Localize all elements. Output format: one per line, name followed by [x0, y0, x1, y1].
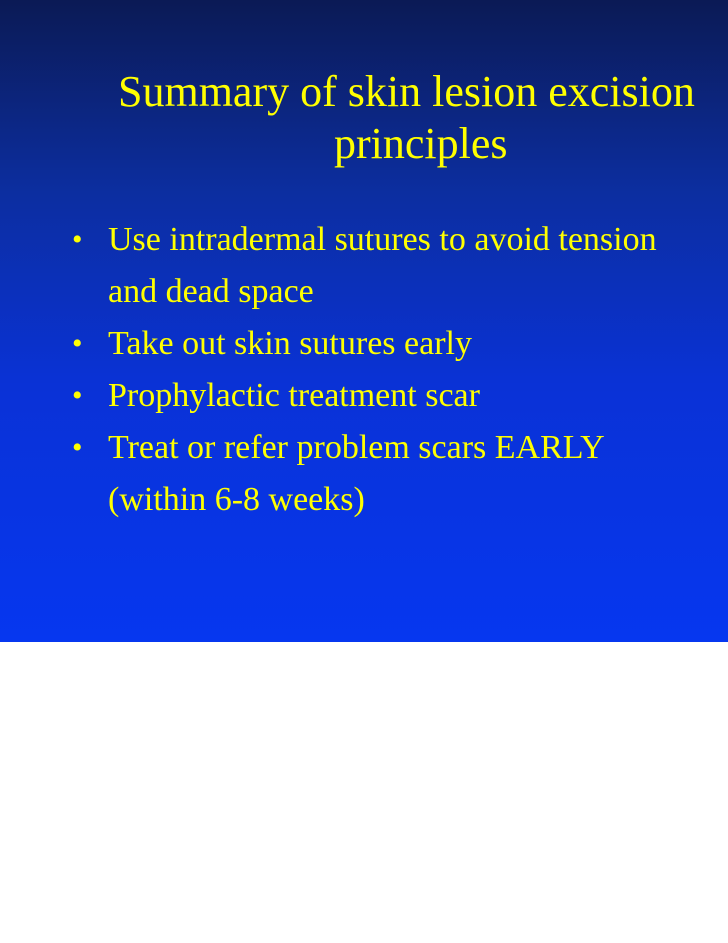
- bullet-item-prophylactic-treatment: [72, 370, 728, 422]
- bullet-list: [72, 214, 728, 526]
- bullet-text-line: Treat or refer problem scars EARLY: [108, 429, 605, 466]
- bullet-icon: •: [72, 327, 83, 360]
- slide-title-line1: Summary of skin lesion excision: [118, 67, 695, 116]
- bullet-text-line: Use intradermal sutures to avoid tension: [108, 221, 657, 258]
- slide-title-line2: principles: [334, 119, 508, 168]
- bullet-item-problem-scars: [72, 422, 728, 526]
- bullet-item-skin-sutures: [72, 318, 728, 370]
- bullet-icon: •: [72, 379, 83, 412]
- bullet-text-line: Prophylactic treatment scar: [108, 377, 480, 414]
- bullet-item-intradermal-sutures: [72, 214, 728, 318]
- bullet-icon: •: [72, 223, 83, 256]
- bullet-text-line: Take out skin sutures early: [108, 325, 472, 362]
- slide-title: [118, 66, 728, 170]
- bullet-icon: •: [72, 431, 83, 464]
- bullet-text-line: and dead space: [108, 273, 314, 310]
- bullet-text-line: (within 6-8 weeks): [108, 481, 365, 518]
